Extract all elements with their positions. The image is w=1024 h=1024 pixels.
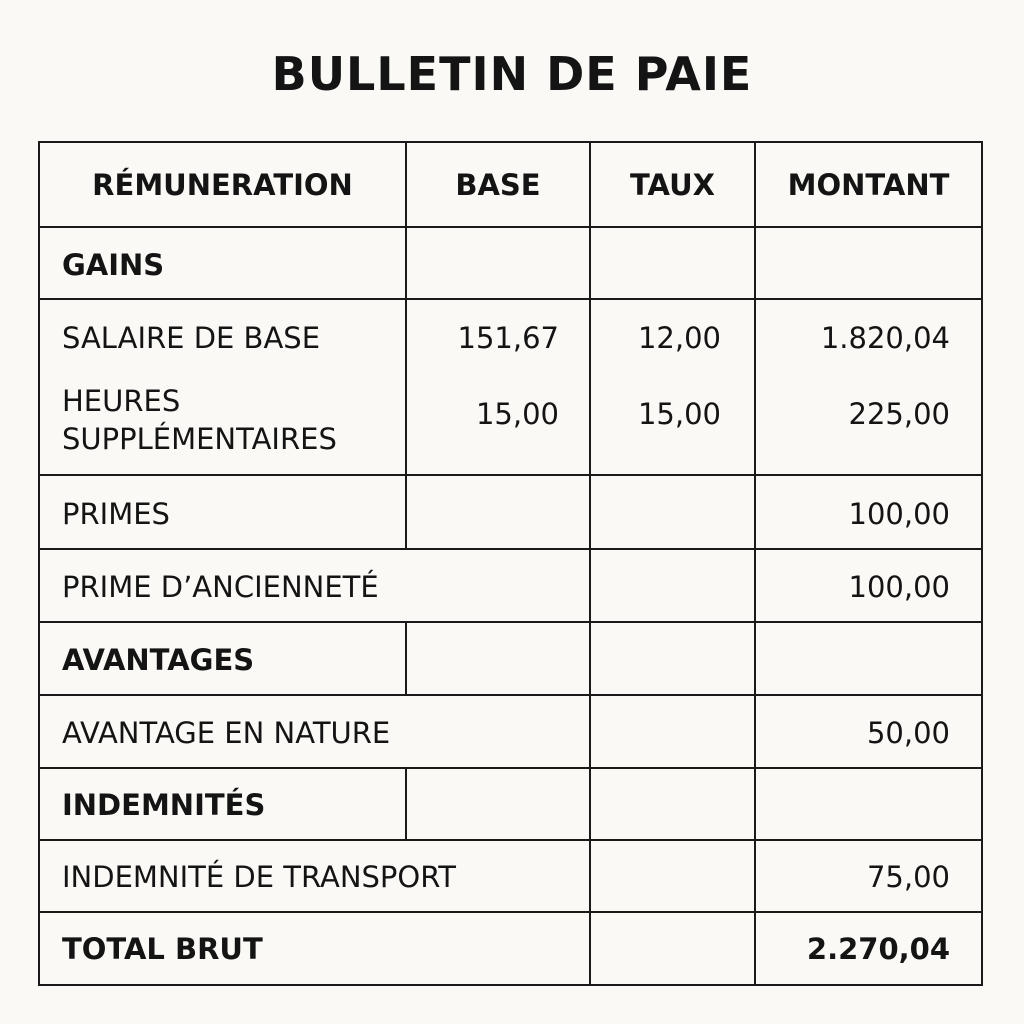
row-divider — [38, 621, 983, 623]
primes-label: PRIMES — [62, 497, 170, 531]
heures-montant: 225,00 — [848, 397, 950, 431]
row-divider — [38, 226, 983, 228]
header-remuneration: RÉMUNERATION — [92, 168, 353, 202]
salaire-montant: 1.820,04 — [820, 321, 950, 355]
anciennete-montant: 100,00 — [848, 570, 950, 604]
avantage-nature-label: AVANTAGE EN NATURE — [62, 716, 391, 750]
column-divider — [589, 141, 591, 986]
header-taux: TAUX — [630, 168, 715, 202]
page-title: BULLETIN DE PAIE — [271, 47, 753, 101]
heures-taux: 15,00 — [637, 397, 721, 431]
heures-base: 15,00 — [475, 397, 559, 431]
salaire-label: SALAIRE DE BASE — [62, 321, 321, 355]
header-montant: MONTANT — [787, 168, 950, 202]
section-indemnites: INDEMNITÉS — [62, 788, 266, 822]
column-divider — [405, 767, 407, 839]
row-divider — [38, 911, 983, 913]
transport-label: INDEMNITÉ DE TRANSPORT — [62, 860, 456, 894]
avantage-nature-montant: 50,00 — [866, 716, 950, 750]
transport-montant: 75,00 — [866, 860, 950, 894]
row-divider — [38, 474, 983, 476]
row-divider — [38, 839, 983, 841]
section-gains: GAINS — [62, 248, 165, 282]
heures-label-line2: SUPPLÉMENTAIRES — [62, 422, 337, 456]
primes-montant: 100,00 — [848, 497, 950, 531]
row-divider — [38, 298, 983, 300]
row-divider — [38, 694, 983, 696]
salaire-taux: 12,00 — [637, 321, 721, 355]
section-avantages: AVANTAGES — [62, 643, 255, 677]
row-divider — [38, 548, 983, 550]
heures-label-line1: HEURES — [62, 384, 181, 418]
salaire-base: 151,67 — [457, 321, 559, 355]
total-label: TOTAL BRUT — [62, 932, 263, 966]
total-montant: 2.270,04 — [806, 932, 950, 966]
anciennete-label: PRIME D’ANCIENNETÉ — [62, 570, 379, 604]
header-base: BASE — [455, 168, 541, 202]
column-divider — [405, 621, 407, 694]
row-divider — [38, 767, 983, 769]
